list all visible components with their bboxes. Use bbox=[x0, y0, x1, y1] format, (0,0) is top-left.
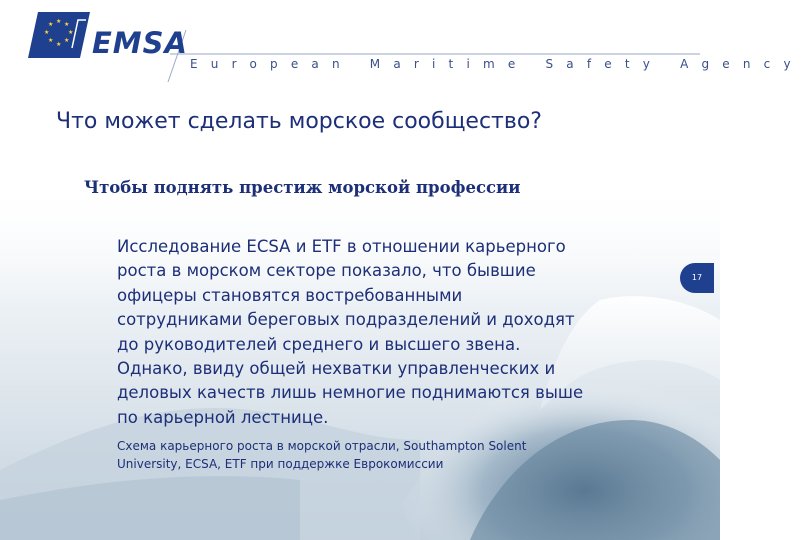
body-line: сотрудниками береговых подразделений и доходят bbox=[117, 310, 575, 330]
page-number-badge: 17 bbox=[680, 263, 714, 293]
source-line: Схема карьерного роста в морской отрасли, Southampton Solent bbox=[117, 439, 527, 453]
svg-text:★: ★ bbox=[64, 21, 70, 28]
svg-text:★: ★ bbox=[48, 37, 54, 44]
body-line: деловых качеств лишь немногие поднимаются выше bbox=[117, 383, 584, 403]
svg-text:★: ★ bbox=[48, 21, 54, 28]
logo-text: EMSA bbox=[92, 26, 188, 60]
body-line: по карьерной лестнице. bbox=[117, 407, 329, 427]
body-line: Исследование ECSA и ETF в отношении карьерного bbox=[117, 237, 566, 256]
body-line: до руководителей среднего и высшего звена. bbox=[117, 334, 521, 354]
slide-subtitle: Чтобы поднять престиж морской профессии bbox=[84, 178, 521, 197]
source-note bbox=[117, 437, 637, 473]
body-line: офицеры становятся востребованными bbox=[117, 285, 463, 305]
agency-name: European Maritime Safety Agency bbox=[190, 57, 804, 71]
svg-text:★: ★ bbox=[56, 41, 62, 48]
source-line: University, ECSA, ETF при поддержке Еврокомиссии bbox=[117, 457, 444, 471]
body-line: Однако, ввиду общей нехватки управленческих и bbox=[117, 359, 556, 379]
slide-title: Что может сделать морское сообщество? bbox=[56, 109, 542, 134]
emsa-logo bbox=[28, 12, 198, 58]
svg-text:★: ★ bbox=[44, 29, 50, 36]
svg-text:★: ★ bbox=[56, 18, 62, 25]
body-paragraph bbox=[117, 235, 677, 430]
svg-text:★: ★ bbox=[64, 37, 70, 44]
svg-text:★: ★ bbox=[68, 29, 74, 36]
body-line: роста в морском секторе показало, что бывшие bbox=[117, 261, 536, 281]
eu-flag-stars-icon bbox=[28, 12, 90, 58]
